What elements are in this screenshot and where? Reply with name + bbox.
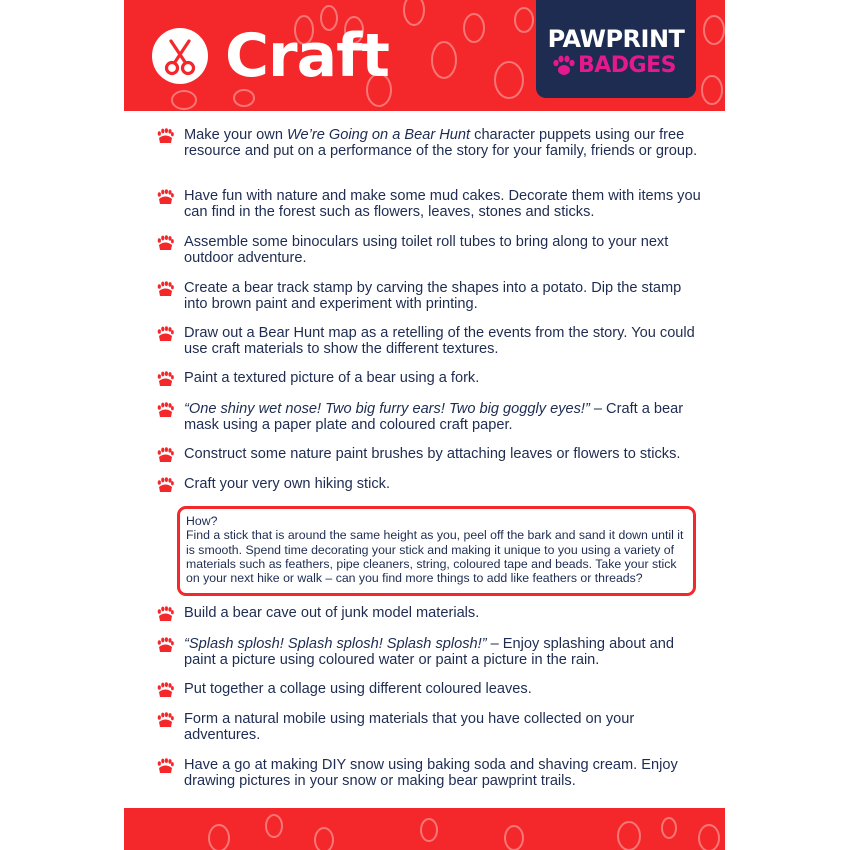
bear-paw-icon	[157, 477, 174, 493]
list-item: Put together a collage using different coloured leaves.	[184, 681, 532, 697]
bear-paw-icon	[157, 281, 174, 297]
page-title: Craft	[225, 21, 389, 91]
how-box	[177, 506, 696, 596]
bear-paw-icon	[157, 235, 174, 251]
list-item: Make your own We’re Going on a Bear Hunt character puppets using our free resource and put on a performance of the story for your family, friends or group.	[184, 127, 698, 159]
bear-paw-icon	[157, 447, 174, 463]
pawprint-badges-logo	[536, 0, 696, 98]
bear-paw-icon	[157, 637, 174, 653]
bear-paw-icon	[157, 758, 174, 774]
list-item: Build a bear cave out of junk model materials.	[184, 605, 480, 621]
logo-word-pawprint: PAWPRINT	[547, 25, 685, 53]
bear-paw-icon	[157, 712, 174, 728]
list-item: “One shiny wet nose! Two big furry ears! Two big goggly eyes!” – Craft a bear mask using a paper plate and coloured craft paper.	[184, 401, 684, 433]
list-item: Draw out a Bear Hunt map as a retelling of the events from the story. You could use craft materials to show the different textures.	[184, 325, 695, 357]
list-item: “Splash splosh! Splash splosh! Splash splosh!” – Enjoy splashing about and paint a picture using coloured water or paint a picture in the rain.	[184, 636, 675, 668]
list-item: Assemble some binoculars using toilet roll tubes to bring along to your next outdoor adventure.	[184, 234, 669, 266]
document-page	[124, 0, 725, 850]
bear-paw-icon	[157, 326, 174, 342]
list-item: Craft your very own hiking stick.	[184, 476, 391, 492]
paw-icon	[552, 54, 576, 78]
footer-banner	[124, 808, 725, 850]
list-item: Have a go at making DIY snow using baking soda and shaving cream. Enjoy drawing pictures in your snow or making bear pawprint trails.	[184, 757, 678, 789]
list-item: Have fun with nature and make some mud cakes. Decorate them with items you can find in the forest such as flowers, leaves, stones and sticks.	[184, 188, 701, 220]
bear-paw-icon	[157, 128, 174, 144]
list-item: Construct some nature paint brushes by attaching leaves or flowers to sticks.	[184, 446, 681, 462]
list-item: Form a natural mobile using materials that you have collected on your adventures.	[184, 711, 635, 743]
logo-word-badges: BADGES	[578, 53, 676, 78]
footer-pawprint-pattern	[124, 808, 725, 850]
header-banner	[124, 0, 725, 111]
bear-paw-icon	[157, 682, 174, 698]
bear-paw-icon	[157, 371, 174, 387]
bear-paw-icon	[157, 606, 174, 622]
list-item: Paint a textured picture of a bear using a fork.	[184, 370, 480, 386]
list-item: Create a bear track stamp by carving the shapes into a potato. Dip the stamp into brown paint and experiment with printing.	[184, 280, 682, 312]
bear-paw-icon	[157, 189, 174, 205]
scissors-icon	[152, 28, 208, 84]
bear-paw-icon	[157, 402, 174, 418]
how-body: Find a stick that is around the same height as you, peel off the bark and sand it down until it is smooth. Spend time decorating your stick and making it unique to you using a variety of materials such as feathers, pipe cleaners, string, coloured tape and beads. Take your stick on your next hike or walk – can you find more things to add like feathers or threads?	[186, 528, 684, 586]
how-heading: How?	[186, 514, 218, 528]
